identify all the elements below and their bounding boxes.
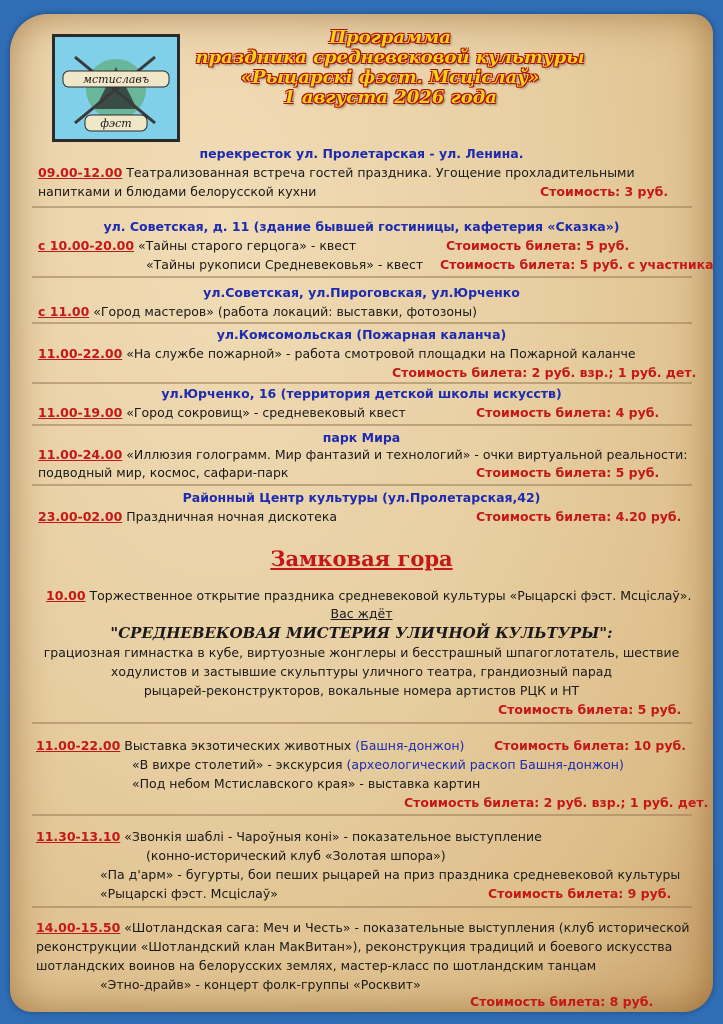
divider [32,484,692,486]
event-location: ул.Комсомольская (Пожарная каланча) [216,327,507,342]
title-line-1: Программа [329,27,451,48]
event-text: «Город мастеров» (работа локаций: выставки, фотозоны) [89,304,477,319]
event-time: 23.00-02.00 [38,509,123,524]
event-location: ул. Советская, д. 11 (здание бывшей гостиницы, кафетерия «Сказка») [103,219,620,234]
event-text: «Рыцарскі фэст. Мсціслаў» [100,886,278,901]
event-text: «Город сокровищ» - средневековый квест [122,405,406,420]
event-price: Стоимость: 3 руб. [540,184,669,199]
event-text: «Иллюзия голограмм. Мир фантазий и технологий» - очки виртуальной реальности: [122,447,688,462]
divider [32,424,692,426]
event-text: «Этно-драйв» - концерт фолк-группы «Росквит» [100,977,421,992]
event-price: Стоимость билета: 2 руб. взр.; 1 руб. дет. [404,795,709,810]
mystery-headline: "СРЕДНЕВЕКОВАЯ МИСТЕРИЯ УЛИЧНОЙ КУЛЬТУРЫ": [110,624,613,642]
event-text: «Звонкія шаблі - Чароўныя коні» - показательное выступление [120,829,542,844]
event-text: грациозная гимнастка в кубе, виртуозные жонглеры и бесстрашный шпагоглотатель, шествие [43,645,680,660]
event-text: «Шотландская сага: Меч и Честь» - показательные выступления (клуб исторической [120,920,690,935]
event-text: напитками и блюдами белорусской кухни [38,184,317,199]
event-price: Стоимость билета: 10 руб. [494,738,686,753]
event-price: Стоимость билета: 4 руб. [476,405,660,420]
event-text: «В вихре столетий» - экскурсия [132,757,347,772]
event-text: «Тайны старого герцога» - квест [134,238,357,253]
event-price: Стоимость билета: 9 руб. [488,886,672,901]
event-line [38,405,406,420]
event-text: шотландских воинов на белорусских землях, мастер-класс по шотландским танцам [36,958,597,973]
divider [32,814,692,816]
event-location: парк Мира [322,430,401,445]
logo-top-text: мстиславъ [82,73,150,86]
event-price: Стоимость билета: 2 руб. взр.; 1 руб. дет. [392,365,697,380]
event-line [38,509,337,524]
event-price: Стоимость билета: 8 руб. [470,994,654,1009]
event-line [38,346,636,361]
event-time: 11.00-19.00 [38,405,123,420]
event-text: «Па д'арм» - бугурты, бои пеших рыцарей на приз праздника средневековой культуры [100,867,681,882]
divider [32,722,692,724]
event-price: Стоимость билета: 4.20 руб. [476,509,682,524]
event-time: 11.30-13.10 [36,829,121,844]
divider [32,906,692,908]
event-text: «Под небом Мстиславского края» - выставка картин [132,776,481,791]
event-place: (Башня-донжон) [355,738,465,753]
event-line [36,738,464,753]
event-line [38,238,356,253]
title-date: 1 августа 2026 года [283,87,497,108]
divider [32,206,692,208]
event-time: с 11.00 [38,304,90,319]
event-time: 09.00-12.00 [38,165,123,180]
event-price: Стоимость билета: 5 руб. [446,238,630,253]
event-time: 11.00-24.00 [38,447,123,462]
event-text: Торжественное открытие праздника средневековой культуры «Рыцарскі фэст. Мсціслаў». [85,588,692,603]
event-time: 14.00-15.50 [36,920,121,935]
event-line [38,304,477,319]
event-text: Праздничная ночная дискотека [122,509,338,524]
event-text: реконструкции «Шотландский клан МакВитан»), реконструкция традиций и боевого искусства [36,939,673,954]
event-line [46,588,691,603]
event-text: (конно-исторический клуб «Золотая шпора») [146,848,446,863]
knight-emblem-icon [55,37,177,139]
event-text: ходулистов и застывшие скульптуры уличного театра, грандиозный парад [110,664,613,679]
festival-logo [52,34,180,142]
poster-title [180,28,600,108]
event-line [36,829,542,844]
divider [32,382,692,384]
divider [32,322,692,324]
event-location: Районный Центр культуры (ул.Пролетарская,42) [182,490,541,505]
event-time: с 10.00-20.00 [38,238,135,253]
event-line [38,165,635,180]
event-text: подводный мир, космос, сафари-парк [38,465,289,480]
event-time: 11.00-22.00 [38,346,123,361]
title-line-3: «Рыцарскі фэст. Мсціслаў» [240,67,540,88]
event-text: «Тайны рукописи Средневековья» - квест [146,257,424,272]
event-text: «На службе пожарной» - работа смотровой площадки на Пожарной каланче [122,346,636,361]
event-location: перекресток ул. Пролетарская - ул. Ленина. [199,146,524,161]
event-text: рыцарей-реконструкторов, вокальные номера артистов РЦК и НТ [143,683,580,698]
event-location: ул.Юрченко, 16 (территория детской школы искусств) [161,386,562,401]
event-place: (археологический раскоп Башня-донжон) [346,757,624,772]
section-title: Замковая гора [270,546,453,571]
title-line-2: праздника средневековой культуры [195,47,585,68]
awaits-label: Вас ждёт [330,606,393,621]
divider [32,276,692,278]
logo-bottom-text: фэст [100,117,132,130]
event-time: 10.00 [46,588,86,603]
event-price: Стоимость билета: 5 руб. [476,465,660,480]
event-text: Театрализованная встреча гостей праздника. Угощение прохладительными [122,165,635,180]
event-location: ул.Советская, ул.Пироговская, ул.Юрченко [203,285,520,300]
event-time: 11.00-22.00 [36,738,121,753]
event-price: Стоимость билета: 5 руб. [498,702,682,717]
event-line [132,757,624,772]
event-line [36,920,690,935]
event-line [38,447,687,462]
event-text: Выставка экзотических животных [120,738,356,753]
event-price: Стоимость билета: 5 руб. с участника [440,257,714,272]
